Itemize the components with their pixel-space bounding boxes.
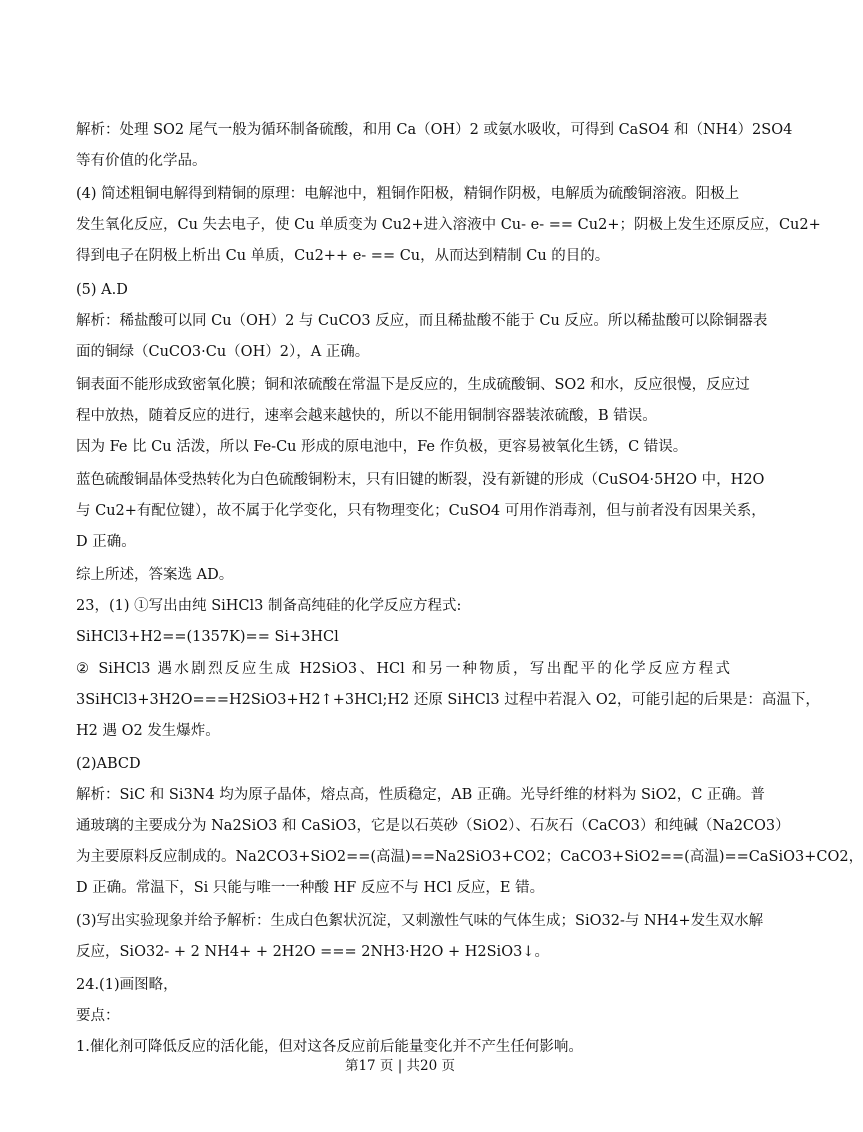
- paragraph-line: 铜表面不能形成致密氧化膜；铜和浓硫酸在常温下是反应的，生成硫酸铜、SO2 和水，反应很慢，反应过: [76, 377, 750, 393]
- paragraph-line: 反应，SiO32- + 2 NH4+ + 2H2O === 2NH3·H2O + H2SiO3↓。: [76, 944, 549, 960]
- paragraph-line: 要点：: [76, 1008, 120, 1024]
- paragraph-line: (4) 简述粗铜电解得到精铜的原理：电解池中，粗铜作阳极，精铜作阴极，电解质为硫酸铜溶液。阳极上: [76, 186, 740, 202]
- paragraph-line: (5) A.D: [76, 282, 128, 298]
- paragraph-line: 24.(1)画图略，: [76, 977, 178, 993]
- paragraph-line: 得到电子在阴极上析出 Cu 单质，Cu2++ e- == Cu，从而达到精制 Cu 的目的。: [76, 248, 610, 264]
- paragraph-line: (2)ABCD: [76, 756, 141, 772]
- paragraph-line: ② SiHCl3 遇水剧烈反应生成 H2SiO3、HCl 和另一种物质，写出配平的化学反应方程式: [76, 661, 730, 677]
- paragraph-line: 面的铜绿（CuCO3·Cu（OH）2），A 正确。: [76, 344, 370, 360]
- paragraph-line: 1.催化剂可降低反应的活化能，但对这各反应前后能量变化并不产生任何影响。: [76, 1039, 583, 1055]
- paragraph-line: SiHCl3+H2==(1357K)== Si+3HCl: [76, 629, 339, 645]
- paragraph-line: 为主要原料反应制成的。Na2CO3+SiO2==(高温)==Na2SiO3+CO2；CaCO3+SiO2==(高温)==CaSiO3+CO2，: [76, 849, 863, 865]
- paragraph-line: 等有价值的化学品。: [76, 153, 207, 169]
- paragraph-line: 程中放热，随着反应的进行，速率会越来越快的，所以不能用铜制容器装浓硫酸，B 错误。: [76, 408, 657, 424]
- paragraph-line: 通玻璃的主要成分为 Na2SiO3 和 CaSiO3，它是以石英砂（SiO2）、石灰石（CaCO3）和纯碱（Na2CO3）: [76, 818, 790, 834]
- paragraph-line: 蓝色硫酸铜晶体受热转化为白色硫酸铜粉末，只有旧键的断裂，没有新键的形成（CuSO4·5H2O 中，H2O: [76, 472, 765, 488]
- paragraph-line: 解析：处理 SO2 尾气一般为循环制备硫酸，和用 Ca（OH）2 或氨水吸收，可得到 CaSO4 和（NH4）2SO4: [76, 122, 793, 138]
- paragraph-line: 23，(1) ①写出由纯 SiHCl3 制备高纯硅的化学反应方程式:: [76, 598, 462, 614]
- paragraph-line: 与 Cu2+有配位键），故不属于化学变化，只有物理变化；CuSO4 可用作消毒剂，但与前者没有因果关系，: [76, 503, 766, 519]
- paragraph-line: 因为 Fe 比 Cu 活泼，所以 Fe-Cu 形成的原电池中，Fe 作负极，更容易被氧化生锈，C 错误。: [76, 439, 688, 455]
- paragraph-line: 发生氧化反应，Cu 失去电子，使 Cu 单质变为 Cu2+进入溶液中 Cu- e- == Cu2+；阴极上发生还原反应，Cu2+: [76, 217, 821, 233]
- paragraph-line: (3)写出实验现象并给予解析：生成白色絮状沉淀，又刺激性气味的气体生成；SiO32-与 NH4+发生双水解: [76, 913, 764, 929]
- paragraph-line: 综上所述，答案选 AD。: [76, 567, 234, 583]
- paragraph-line: H2 遇 O2 发生爆炸。: [76, 723, 220, 739]
- paragraph-line: 解析：SiC 和 Si3N4 均为原子晶体，熔点高，性质稳定，AB 正确。光导纤维的材料为 SiO2，C 正确。普: [76, 787, 765, 803]
- paragraph-line: D 正确。常温下，Si 只能与唯一一种酸 HF 反应不与 HCl 反应，E 错。: [76, 880, 545, 896]
- page-footer: 第17 页 | 共20 页: [344, 1058, 456, 1074]
- paragraph-line: 解析：稀盐酸可以同 Cu（OH）2 与 CuCO3 反应，而且稀盐酸不能于 Cu 反应。所以稀盐酸可以除铜器表: [76, 313, 768, 329]
- paragraph-line: D 正确。: [76, 534, 136, 550]
- paragraph-line: 3SiHCl3+3H2O===H2SiO3+H2↑+3HCl;H2 还原 SiHCl3 过程中若混入 O2，可能引起的后果是：高温下，: [76, 692, 820, 708]
